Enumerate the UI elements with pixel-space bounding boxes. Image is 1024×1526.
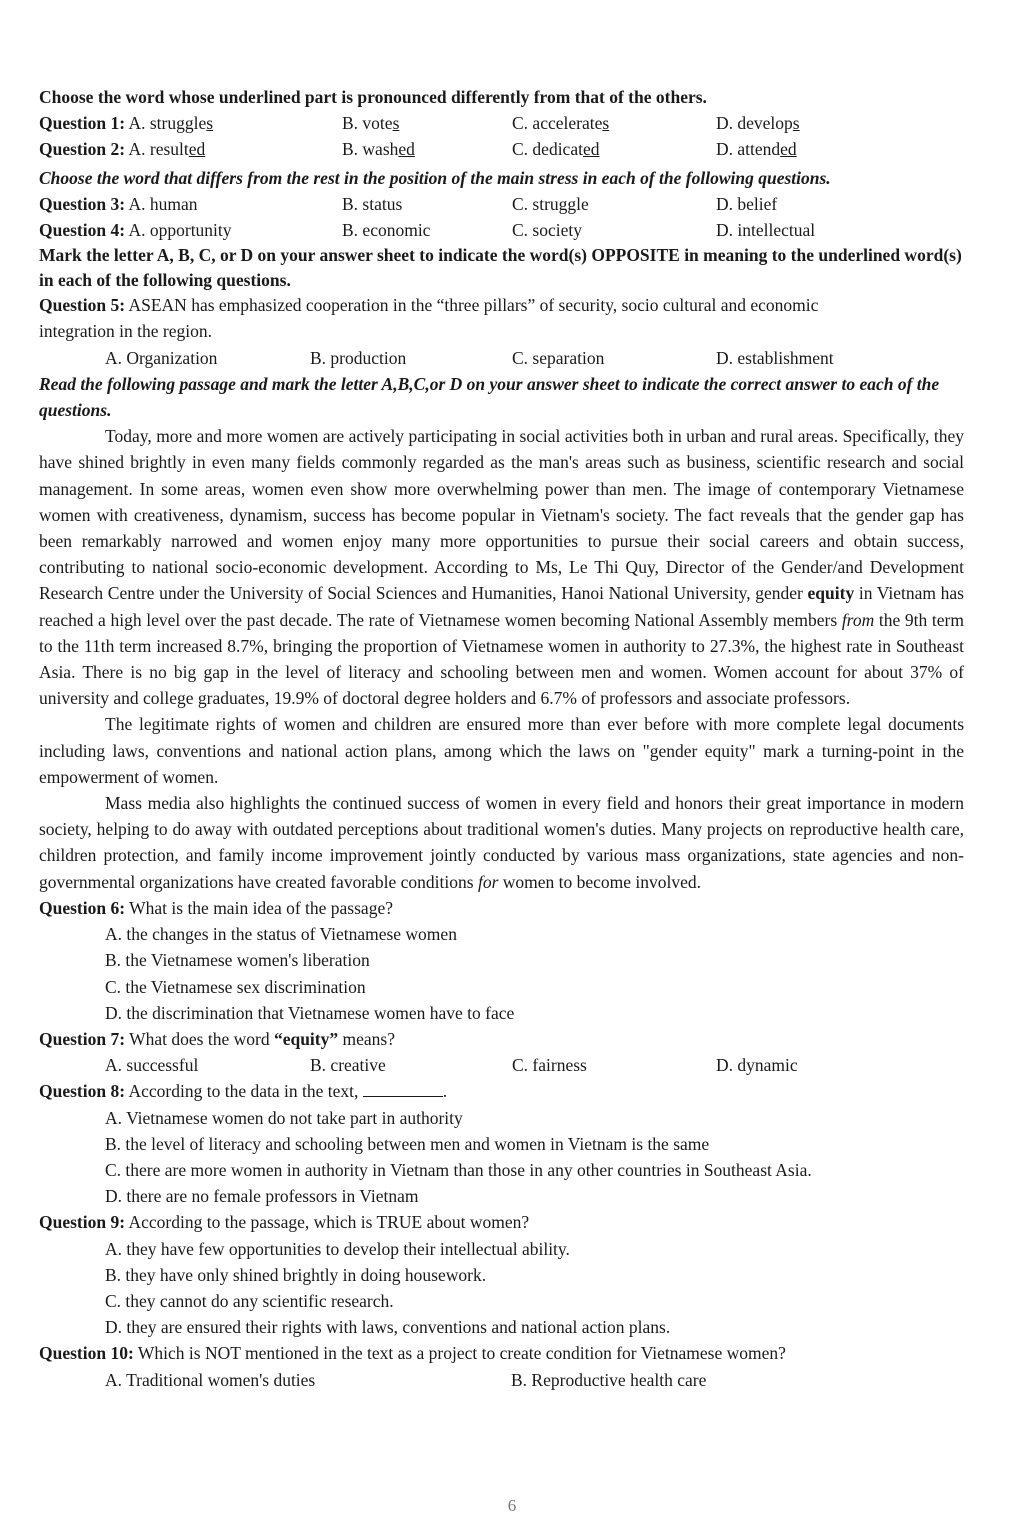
option-d: D. there are no female professors in Vietnam: [105, 1186, 419, 1207]
question-label: Question 1:: [39, 113, 126, 134]
passage-paragraph-1: Today, more and more women are actively participating in social activities both in urban and rural areas. Specifically, they have shined brightly in even many fields commonly regarded as the man's areas such as business, scientific research and social management. In some areas, women even show more overwhelming power than men. The image of contemporary Vietnamese women with creativeness, dynamism, success has become popular in Vietnam's society. The fact reveals that the gender gap has been remarkably narrowed and women enjoy many more opportunities to pursue their social careers and obtain success, contributing to national socio-economic development. According to Ms, Le Thi Quy, Director of the Gender/and Development Research Centre under the University of Social Sciences and Humanities, Hanoi National University, gender equity in Vietnam has reached a high level over the past decade. The rate of Vietnamese women becoming National Assembly members from the 9th term to the 11th term increased 8.7%, bringing the proportion of Vietnamese women in authority to 27.3%, the highest rate in Southeast Asia. There is no big gap in the level of literacy and schooling between men and women. Women account for about 37% of university and college graduates, 19.9% of doctoral degree holders and 6.7% of professors and associate professors.: [39, 426, 964, 709]
answer-blank: [363, 1082, 443, 1097]
option-a: A. they have few opportunities to develop their intellectual ability.: [105, 1238, 570, 1259]
option-c: C. the Vietnamese sex discrimination: [105, 976, 366, 997]
question-label: Question 4:: [39, 220, 126, 241]
question-2: Question 2: A. resulted B. washed C. dedicated D. attended: [39, 139, 797, 160]
option-c: C. there are more women in authority in Vietnam than those in any other countries in Southeast Asia.: [105, 1159, 812, 1180]
option-b: B. they have only shined brightly in doing housework.: [105, 1264, 487, 1285]
question-9: Question 9: According to the passage, which is TRUE about women?: [39, 1212, 530, 1233]
instruction-stress: Choose the word that differs from the rest in the position of the main stress in each of the following questions.: [39, 167, 831, 188]
option-b: B. the level of literacy and schooling between men and women in Vietnam is the same: [105, 1133, 710, 1154]
option-c: C. they cannot do any scientific research.: [105, 1290, 394, 1311]
question-label: Question 9:: [39, 1212, 126, 1233]
instruction-reading: Read the following passage and mark the letter A,B,C,or D on your answer sheet to indicate the correct answer to each of the questions.: [39, 373, 940, 421]
instruction-opposite: Mark the letter A, B, C, or D on your answer sheet to indicate the word(s) OPPOSITE in meaning to the underlined word(s) in each of the following questions.: [39, 245, 962, 290]
question-5-text-cont: integration in the region.: [39, 321, 213, 342]
question-8: Question 8: According to the data in the text, .: [39, 1081, 448, 1102]
question-label: Question 8:: [39, 1081, 126, 1102]
option-a: A. the changes in the status of Vietnamese women: [105, 924, 457, 945]
question-label: Question 6:: [39, 897, 126, 918]
question-label: Question 10:: [39, 1343, 134, 1364]
question-3: Question 3: A. human B. status C. struggle D. belief: [39, 193, 778, 214]
question-10: Question 10: Which is NOT mentioned in the text as a project to create condition for Vietnamese women?: [39, 1343, 786, 1364]
passage-paragraph-3: Mass media also highlights the continued success of women in every field and honors their great importance in modern society, helping to do away with outdated perceptions about traditional women's duties. Many projects on reproductive health care, children protection, and family income improvement jointly conducted by various mass organizations, state agencies and non-governmental organizations have created favorable conditions for women to become involved.: [39, 793, 964, 892]
question-4: Question 4: A. opportunity B. economic C. society D. intellectual: [39, 220, 816, 241]
question-label: Question 7:: [39, 1028, 126, 1049]
passage-paragraph-2: The legitimate rights of women and children are ensured more than ever before with more complete legal documents including laws, conventions and national action plans, among which the laws on "gender equity" mark a turning-point in the empowerment of women.: [39, 714, 964, 787]
question-label: Question 3:: [39, 193, 126, 214]
option-d: D. the discrimination that Vietnamese women have to face: [105, 1002, 515, 1023]
question-5-text: Question 5: ASEAN has emphasized cooperation in the “three pillars” of security, socio cultural and economic: [39, 295, 819, 316]
option-a: A. Vietnamese women do not take part in authority: [105, 1107, 463, 1128]
question-label: Question 5:: [39, 295, 126, 316]
question-10-options: A. Traditional women's duties B. Reproductive health care: [105, 1369, 707, 1390]
question-5-options: A. Organization B. production C. separation D. establishment: [105, 347, 834, 368]
option-d: D. they are ensured their rights with laws, conventions and national action plans.: [105, 1317, 671, 1338]
option-b: B. the Vietnamese women's liberation: [105, 950, 370, 971]
question-1: Question 1: A. struggles B. votes C. accelerates D. develops: [39, 113, 800, 134]
question-label: Question 2:: [39, 139, 126, 160]
instruction-pronunciation: Choose the word whose underlined part is pronounced differently from that of the others.: [39, 87, 707, 107]
worksheet-page: [39, 84, 964, 1393]
page-number: 6: [507, 1496, 517, 1515]
question-7: Question 7: What does the word “equity” means?: [39, 1028, 395, 1049]
question-6: Question 6: What is the main idea of the passage?: [39, 897, 393, 918]
question-7-options: A. successful B. creative C. fairness D. dynamic: [105, 1055, 798, 1076]
